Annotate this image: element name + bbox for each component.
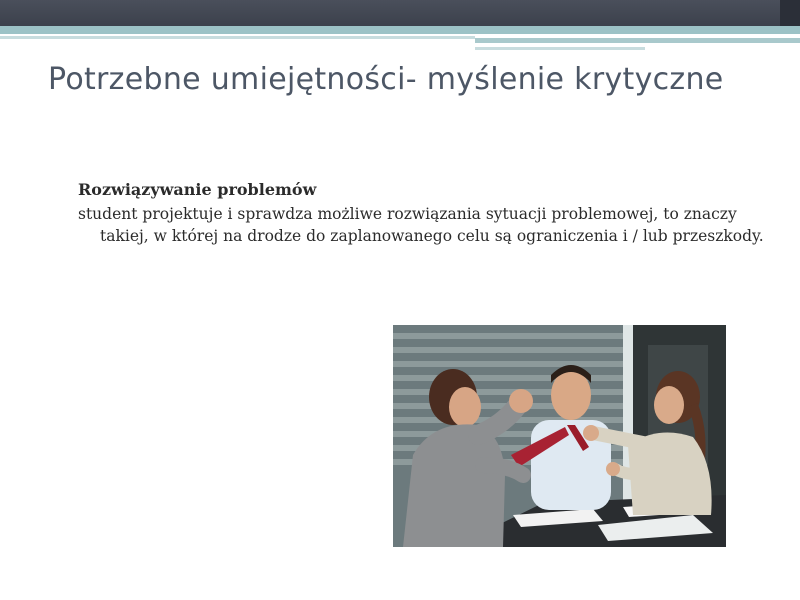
body-text: student projektuje i sprawdza możliwe rozwiązania sytuacji problemowej, to znaczy takiej, w której na drodze do zaplanowanego celu są ograniczenia i / lub przeszkody. [78,205,764,246]
top-band [0,0,800,26]
decorative-line [475,38,800,43]
decorative-line [475,47,645,50]
top-band-accent [780,0,800,26]
slide-content [78,180,768,248]
office-conflict-photo [393,325,726,547]
accent-band [0,26,800,34]
subheading: Rozwiązywanie problemów [78,180,317,199]
slide-title: Potrzebne umiejętności- myślenie krytyczne [48,62,724,97]
decorative-line [0,36,475,39]
